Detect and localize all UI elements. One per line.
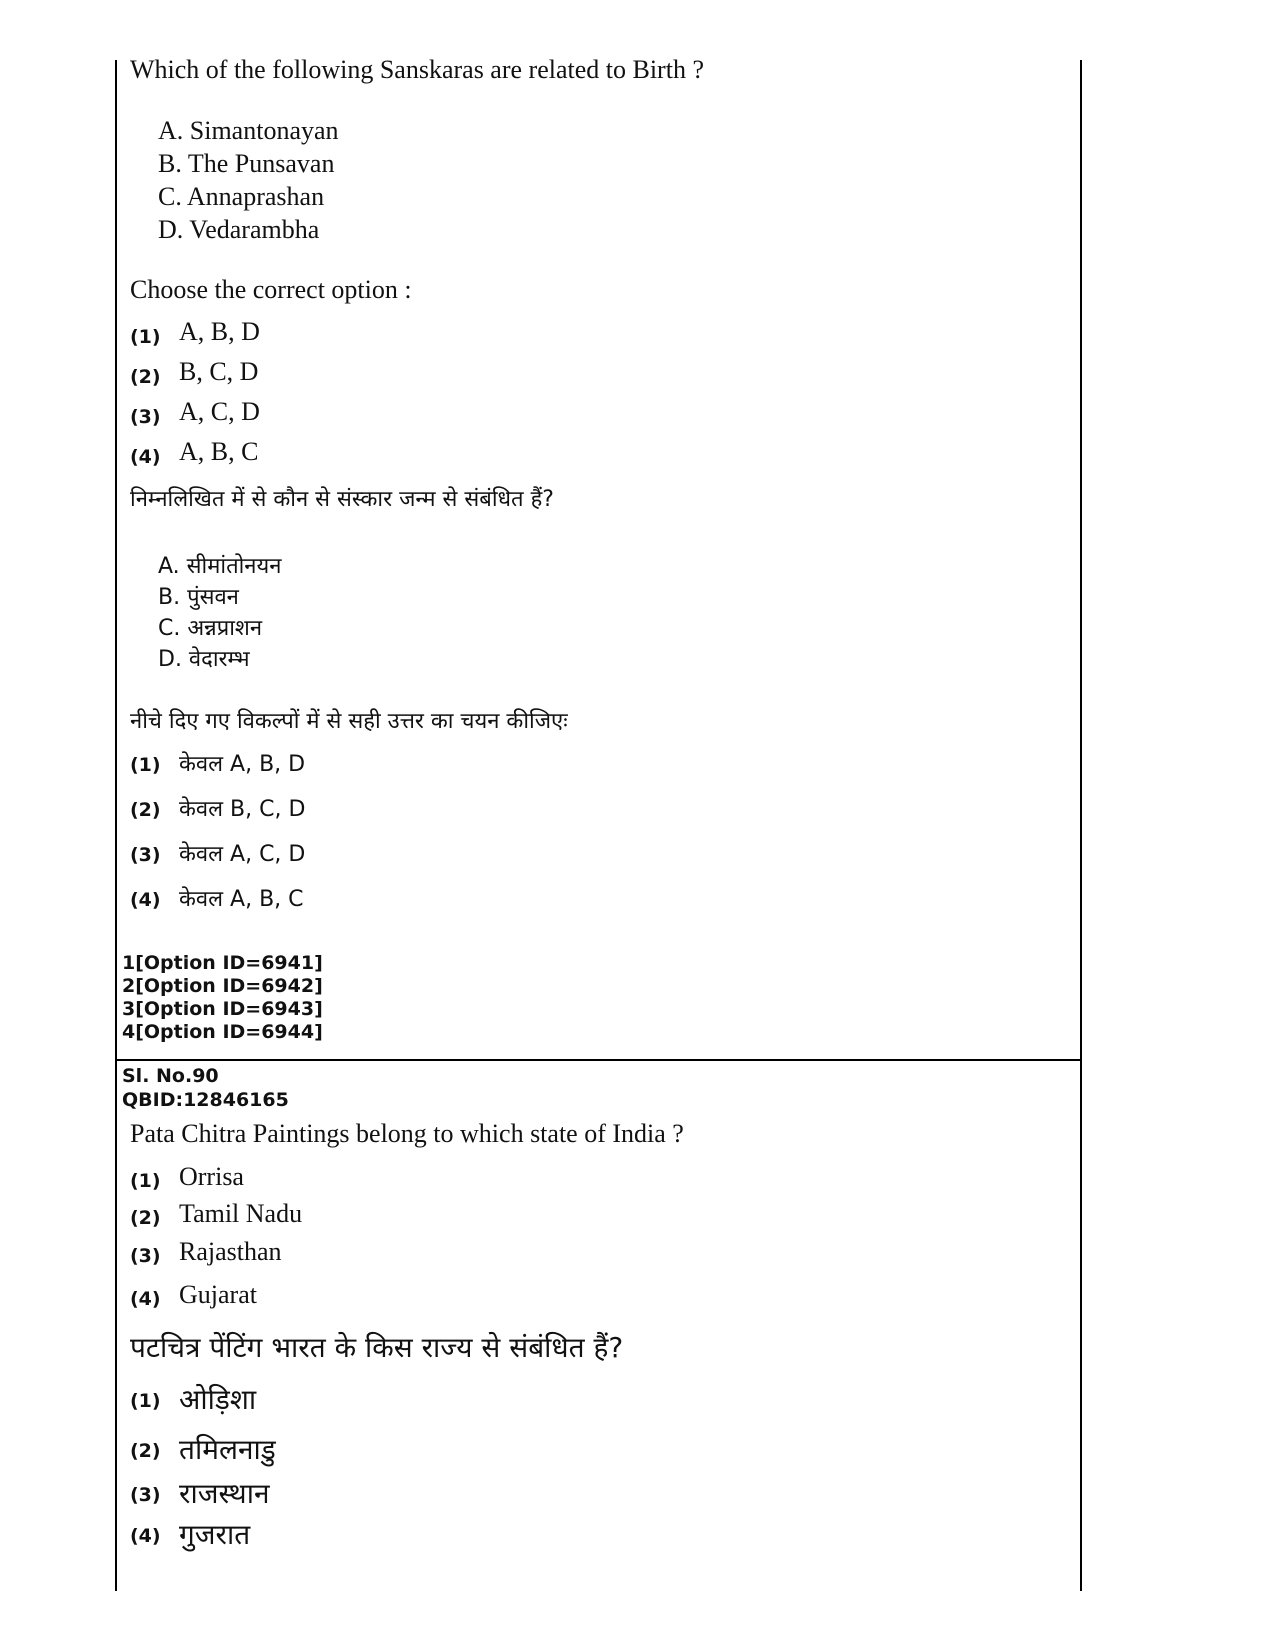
option-number: (3) — [130, 1245, 161, 1267]
option-text: A, C, D — [179, 397, 260, 426]
statement-item-hi: B. पुंसवन — [158, 585, 239, 610]
question-text-en: Which of the following Sanskaras are related to Birth ? — [130, 55, 704, 84]
option-text-hi: राजस्थान — [179, 1477, 270, 1510]
option-number: (2) — [130, 799, 161, 821]
option-number: (4) — [130, 446, 161, 468]
choose-instruction-hi: नीचे दिए गए विकल्पों में से सही उत्तर का चयन कीजिएः — [130, 709, 568, 734]
option-id: 3[Option ID=6943] — [122, 998, 323, 1020]
option-number: (4) — [130, 889, 161, 911]
question-bank-id: QBID:12846165 — [122, 1089, 289, 1111]
option-number: (1) — [130, 754, 161, 776]
option-number: (2) — [130, 1440, 161, 1462]
statement-item-hi: A. सीमांतोनयन — [158, 554, 282, 579]
question-text-hi: पटचित्र पेंटिंग भारत के किस राज्य से संबंधित हैं? — [130, 1331, 624, 1364]
statement-item: D. Vedarambha — [158, 215, 320, 244]
option-text-hi: केवल A, C, D — [179, 842, 306, 867]
choose-instruction-en: Choose the correct option : — [130, 275, 412, 304]
option-id: 4[Option ID=6944] — [122, 1021, 323, 1043]
question-text-hi: निम्नलिखित में से कौन से संस्कार जन्म से संबंधित हैं? — [130, 487, 554, 512]
option-number: (4) — [130, 1288, 161, 1310]
option-number: (1) — [130, 1390, 161, 1412]
option-text-hi: केवल A, B, C — [179, 887, 304, 912]
option-text: B, C, D — [179, 357, 259, 386]
option-text: Gujarat — [179, 1280, 257, 1309]
option-text-hi: ओड़िशा — [179, 1383, 257, 1416]
option-text-hi: तमिलनाडु — [179, 1433, 276, 1466]
serial-number: Sl. No.90 — [122, 1065, 219, 1087]
option-id: 2[Option ID=6942] — [122, 975, 323, 997]
statement-item-hi: C. अन्नप्राशन — [158, 616, 263, 641]
statement-item: B. The Punsavan — [158, 149, 335, 178]
option-number: (3) — [130, 1484, 161, 1506]
option-number: (2) — [130, 1207, 161, 1229]
question-divider — [115, 1059, 1082, 1061]
statement-item: A. Simantonayan — [158, 116, 339, 145]
statement-item: C. Annaprashan — [158, 182, 325, 211]
option-text: A, B, C — [179, 437, 259, 466]
option-number: (4) — [130, 1525, 161, 1547]
option-text: A, B, D — [179, 317, 260, 346]
option-number: (2) — [130, 366, 161, 388]
option-text-hi: केवल A, B, D — [179, 752, 306, 777]
option-text: Rajasthan — [179, 1237, 282, 1266]
option-number: (3) — [130, 844, 161, 866]
option-text: Tamil Nadu — [179, 1199, 303, 1228]
statement-item-hi: D. वेदारम्भ — [158, 647, 250, 672]
option-text-hi: गुजरात — [179, 1518, 251, 1551]
option-id: 1[Option ID=6941] — [122, 952, 323, 974]
option-number: (3) — [130, 406, 161, 428]
option-number: (1) — [130, 1170, 161, 1192]
question-text-en: Pata Chitra Paintings belong to which state of India ? — [130, 1119, 684, 1148]
option-text-hi: केवल B, C, D — [179, 797, 306, 822]
option-number: (1) — [130, 326, 161, 348]
option-text: Orrisa — [179, 1162, 244, 1191]
